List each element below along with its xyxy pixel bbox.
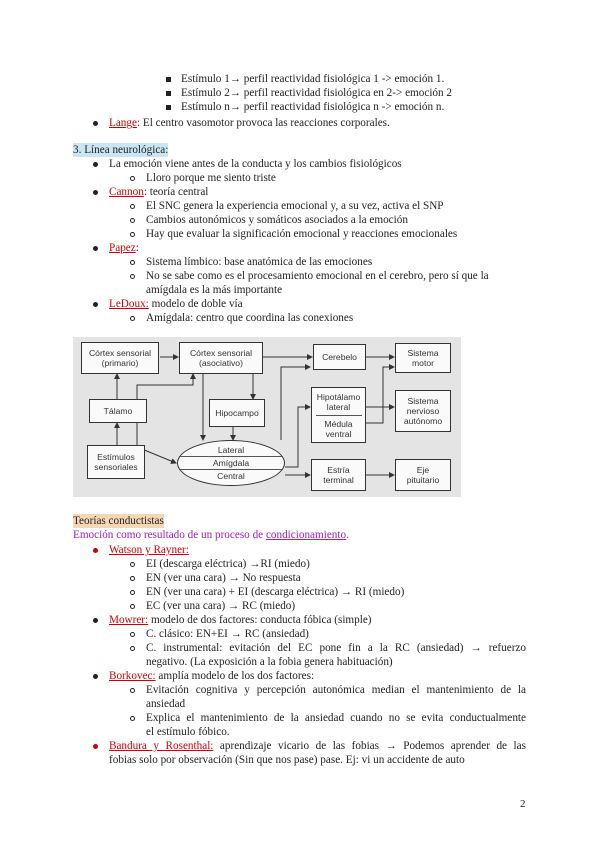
sub-item: EI (descarga eléctrica) →RI (miedo) [146, 558, 310, 570]
watson-item [109, 543, 189, 557]
circle-bullet-icon [130, 688, 135, 693]
circle-bullet-icon [130, 632, 135, 637]
sub-item: Cambios autonómicos y somáticos asociados a la emoción [146, 214, 408, 226]
box-label: Hipotálamo [316, 391, 361, 402]
lange-text: : El centro vasomotor provoca las reacciones corporales. [136, 117, 390, 129]
papez-text: : [135, 242, 139, 254]
section-heading: Teorías conductistas [73, 515, 164, 527]
box-label: nervioso [406, 406, 440, 416]
sub-item: C. instrumental: evitación del EC pone fin a la RC (ansiedad) → refuerzo [146, 642, 526, 654]
ledoux-item [109, 297, 243, 311]
bullet-icon [93, 302, 98, 307]
box-label: Cerebelo [322, 352, 357, 362]
box-label: Lateral [217, 445, 245, 455]
papez-name: Papez [109, 242, 136, 254]
sub-item: Sistema límbico: base anatómica de las emociones [146, 256, 373, 268]
sistema-motor-box [395, 343, 451, 373]
sub-item: El SNC genera la experiencia emocional y, a su vez, activa el SNP [146, 200, 444, 212]
sub-item: Estímulo 2→ perfil reactividad fisiológica en 2-> emoción 2 [181, 87, 453, 99]
box-label: Eje [416, 465, 430, 475]
sub-item: Hay que evaluar la significación emocional y reacciones emocionales [146, 228, 458, 240]
square-bullet-icon [166, 91, 171, 96]
sub-item: C. clásico: EN+EI → RC (ansiedad) [146, 628, 309, 640]
ledoux-text: modelo de doble vía [148, 298, 243, 310]
box-label: autónomo [403, 416, 443, 426]
square-bullet-icon [166, 105, 171, 110]
borkovec-item [109, 669, 314, 683]
cannon-text: : teoría central [143, 186, 209, 198]
box-label: (primario) [101, 358, 139, 368]
sub-item-continued: el estímulo fóbico. [146, 726, 230, 738]
sub-item: Estímulo 1→ perfil reactividad fisiológica 1 -> emoción 1. [181, 73, 445, 85]
circle-bullet-icon [130, 590, 135, 595]
box-label: lateral [326, 401, 351, 412]
talamo-box [89, 399, 147, 423]
bullet-icon [93, 162, 98, 167]
lange-name: Lange [109, 117, 137, 129]
papez-item [109, 241, 139, 255]
circle-bullet-icon [130, 218, 135, 223]
box-label: Córtex sensorial [88, 348, 152, 358]
lange-item [109, 116, 390, 130]
circle-bullet-icon [130, 646, 135, 651]
box-label: Hipocampo [215, 408, 259, 418]
hipocampo-box [209, 399, 265, 427]
page-number: 2 [520, 798, 526, 810]
eje-box [395, 459, 451, 491]
hipotalamo-medula-box [311, 387, 366, 443]
sub-item: Amígdala: centro que coordina las conexiones [146, 312, 354, 324]
box-label: Córtex sensorial [189, 348, 253, 358]
sub-item: Evitación cognitiva y percepción autonómica median el mantenimiento de la [146, 684, 526, 696]
sistema-nervioso-box [395, 390, 451, 432]
list-item: La emoción viene antes de la conducta y los cambios fisiológicos [109, 158, 402, 170]
circle-bullet-icon [130, 604, 135, 609]
box-divider [316, 415, 362, 416]
bullet-icon [93, 744, 98, 749]
intro-end: . [346, 529, 349, 541]
sub-item: EN (ver una cara) → No respuesta [146, 572, 301, 584]
box-label: sensoriales [94, 462, 138, 472]
borkovec-name: Borkovec: [109, 670, 156, 682]
box-label: terminal [323, 475, 354, 485]
box-label: Tálamo [103, 406, 133, 416]
mowrer-item [109, 613, 372, 627]
box-label: ventral [325, 428, 352, 439]
bandura-item [109, 739, 526, 753]
sub-item-continued: amígdala es la más importante [146, 284, 283, 296]
sub-item: Lloro porque me siento triste [146, 172, 276, 184]
cerebelo-box [313, 344, 366, 370]
box-divider [179, 456, 283, 457]
bullet-icon [93, 618, 98, 623]
sub-item: No se sabe como es el procesamiento emocional en el cerebro, pero sí que la [146, 270, 489, 282]
mowrer-name: Mowrer: [109, 614, 149, 626]
sub-item-continued: ansiedad [146, 698, 186, 710]
circle-bullet-icon [130, 562, 135, 567]
cannon-name: Cannon [109, 186, 144, 198]
bandura-text: aprendizaje vicario de las fobias → Podemos aprender de las [213, 740, 526, 752]
estria-box [311, 459, 366, 491]
box-label: pituitario [406, 475, 440, 485]
sub-item: EN (ver una cara) + EI (descarga eléctrica) → RI (miedo) [146, 586, 405, 598]
condicionamiento-link: condicionamiento [265, 529, 347, 541]
box-label: Sistema [407, 348, 439, 358]
sub-item: Estímulo n→ perfil reactividad fisiológica n -> emoción n. [181, 101, 445, 113]
intro-line [73, 528, 349, 542]
box-label: Sistema [407, 396, 439, 406]
amigdala-ellipse [177, 440, 285, 486]
circle-bullet-icon [130, 260, 135, 265]
box-label: Amígdala [212, 458, 250, 468]
watson-name: Watson y Rayner: [109, 544, 189, 556]
bullet-icon [93, 548, 98, 553]
box-label: (asociativo) [199, 358, 243, 368]
circle-bullet-icon [130, 716, 135, 721]
circle-bullet-icon [130, 316, 135, 321]
circle-bullet-icon [130, 176, 135, 181]
cannon-item [109, 185, 208, 199]
bullet-icon [93, 674, 98, 679]
box-label: Estímulos [97, 452, 135, 462]
box-label: Central [217, 471, 245, 481]
cortex-primario-box [81, 342, 159, 374]
square-bullet-icon [166, 77, 171, 82]
box-divider [179, 469, 283, 470]
circle-bullet-icon [130, 232, 135, 237]
circle-bullet-icon [130, 274, 135, 279]
intro-text: Emoción como resultado de un proceso de [73, 529, 266, 541]
box-label: Estría [327, 465, 350, 475]
ledoux-name: LeDoux: [109, 298, 149, 310]
section-heading: 3. Línea neurológica: [73, 144, 169, 156]
borkovec-text: amplía modelo de los dos factores: [155, 670, 315, 682]
estimulos-box [87, 445, 145, 479]
sub-item: EC (ver una cara) → RC (miedo) [146, 600, 296, 612]
sub-item-continued: negativo. (La exposición a la fobia genera habituación) [146, 656, 393, 668]
cortex-asociativo-box [179, 342, 263, 374]
bandura-continued: fobias solo por observación (Sin que nos pase) pase. Ej: vi un accidente de auto [109, 754, 465, 766]
bullet-icon [93, 121, 98, 126]
bullet-icon [93, 246, 98, 251]
circle-bullet-icon [130, 576, 135, 581]
mowrer-text: modelo de dos factores: conducta fóbica (simple) [148, 614, 372, 626]
box-label: motor [412, 358, 434, 368]
circle-bullet-icon [130, 204, 135, 209]
bandura-name: Bandura y Rosenthal: [109, 740, 214, 752]
sub-item: Explica el mantenimiento de la ansiedad cuando no se evita conductualmente [146, 712, 526, 724]
bullet-icon [93, 190, 98, 195]
ledoux-diagram [73, 337, 461, 497]
box-label: Médula [324, 418, 353, 429]
